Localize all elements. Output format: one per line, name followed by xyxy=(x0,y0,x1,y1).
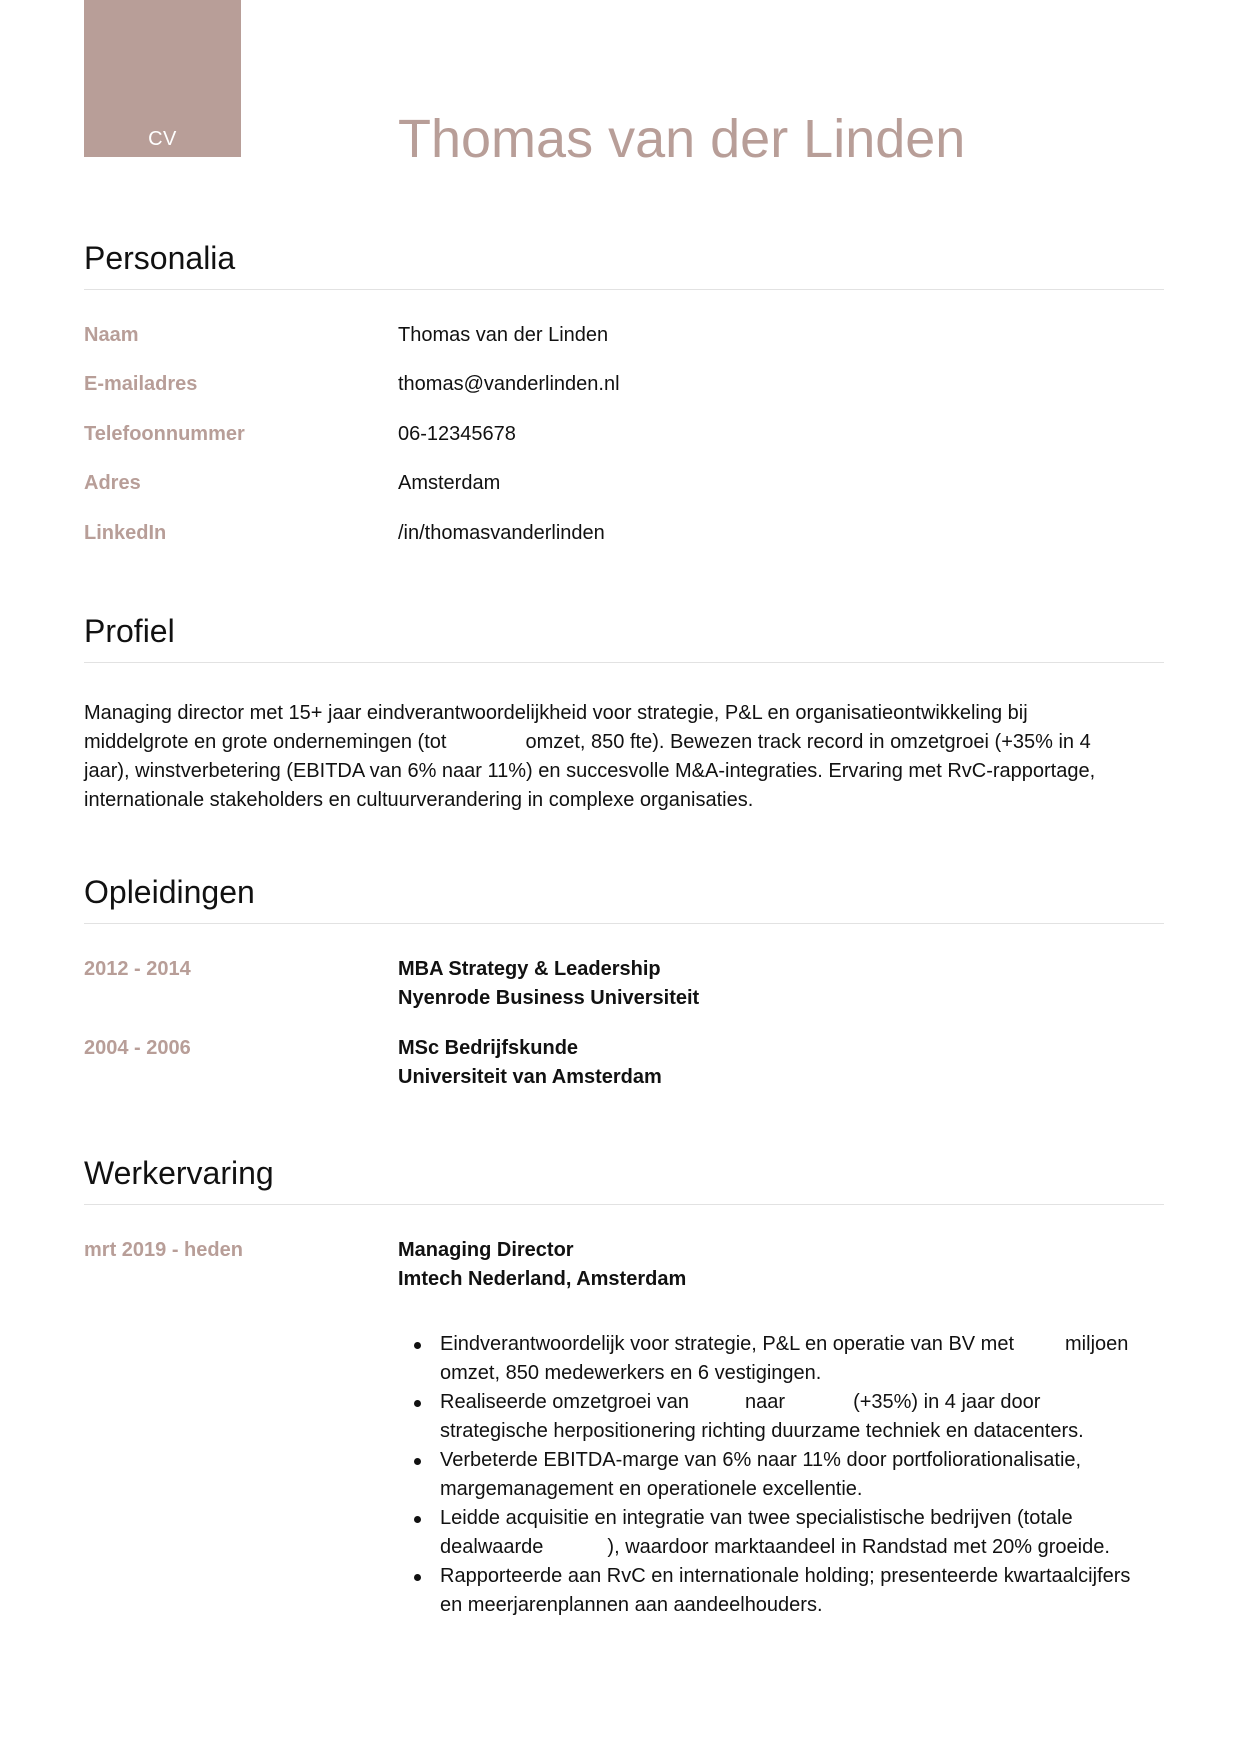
bullet-text: miljoen xyxy=(1065,1333,1129,1355)
personalia-label-telefoon: Telefoonnummer xyxy=(84,423,245,445)
profile-line: jaar), winstverbetering (EBITDA van 6% naar 11%) en succesvolle M&A-integraties. Ervaring met RvC-rapportage, xyxy=(84,760,1096,782)
personalia-value-adres: Amsterdam xyxy=(398,472,501,494)
bullet-text: Realiseerde omzetgroei van xyxy=(440,1391,690,1413)
job-company: Imtech Nederland, Amsterdam xyxy=(398,1268,687,1290)
section-title-opleidingen: Opleidingen xyxy=(84,874,255,910)
bullet-icon xyxy=(414,1574,421,1581)
personalia-value-naam: Thomas van der Linden xyxy=(398,324,609,346)
section-title-werkervaring: Werkervaring xyxy=(84,1155,274,1191)
section-divider xyxy=(84,662,1164,663)
personalia-value-linkedin: /in/thomasvanderlinden xyxy=(398,522,605,544)
bullet-text: ), waardoor marktaandeel in Randstad met 20% groeide. xyxy=(607,1536,1110,1558)
education-period: 2004 - 2006 xyxy=(84,1037,191,1059)
section-divider xyxy=(84,1204,1164,1205)
personalia-value-email: thomas@vanderlinden.nl xyxy=(398,373,620,395)
page-title: Thomas van der Linden xyxy=(398,109,966,169)
bullet-icon xyxy=(414,1458,421,1465)
personalia-label-email: E-mailadres xyxy=(84,373,198,395)
profile-line-part: middelgrote en grote ondernemingen (tot xyxy=(84,731,447,753)
bullet-text: Eindverantwoordelijk voor strategie, P&L en operatie van BV met xyxy=(440,1333,1015,1355)
section-title-personalia: Personalia xyxy=(84,240,236,276)
education-degree: MSc Bedrijfskunde xyxy=(398,1037,579,1059)
bullet-text: margemanagement en operationele excellentie. xyxy=(440,1478,863,1500)
bullet-text: naar xyxy=(745,1391,786,1413)
personalia-value-telefoon: 06-12345678 xyxy=(398,423,516,445)
bullet-text: Leidde acquisitie en integratie van twee specialistische bedrijven (totale xyxy=(440,1507,1073,1529)
profile-line: internationale stakeholders en cultuurverandering in complexe organisaties. xyxy=(84,789,754,811)
bullet-icon xyxy=(414,1400,421,1407)
personalia-label-linkedin: LinkedIn xyxy=(84,522,167,544)
bullet-text: dealwaarde xyxy=(440,1536,544,1558)
job-period: mrt 2019 - heden xyxy=(84,1239,243,1261)
job-responsibilities-list xyxy=(398,1330,1198,1620)
personalia-label-naam: Naam xyxy=(84,324,139,346)
education-institution: Universiteit van Amsterdam xyxy=(398,1066,662,1088)
education-institution: Nyenrode Business Universiteit xyxy=(398,987,700,1009)
section-divider xyxy=(84,923,1164,924)
education-degree: MBA Strategy & Leadership xyxy=(398,958,661,980)
list-item xyxy=(398,1388,1198,1446)
bullet-icon xyxy=(414,1342,421,1349)
profile-summary xyxy=(84,699,1174,815)
cv-badge-label: CV xyxy=(148,128,177,150)
cv-badge xyxy=(84,0,241,157)
bullet-text: (+35%) in 4 jaar door xyxy=(853,1391,1041,1413)
list-item xyxy=(398,1330,1198,1388)
bullet-text: en meerjarenplannen aan aandeelhouders. xyxy=(440,1594,823,1616)
profile-line-part: omzet, 850 fte). Bewezen track record in omzetgroei (+35% in 4 xyxy=(525,731,1091,753)
profile-line xyxy=(84,728,1174,757)
personalia-label-adres: Adres xyxy=(84,472,141,494)
bullet-icon xyxy=(414,1516,421,1523)
section-title-profiel: Profiel xyxy=(84,613,175,649)
job-role: Managing Director xyxy=(398,1239,574,1261)
bullet-text: strategische herpositionering richting duurzame techniek en datacenters. xyxy=(440,1420,1084,1442)
list-item xyxy=(398,1562,1198,1620)
bullet-text: Verbeterde EBITDA-marge van 6% naar 11% door portfoliorationalisatie, xyxy=(440,1449,1082,1471)
profile-line: Managing director met 15+ jaar eindverantwoordelijkheid voor strategie, P&L en organisatieontwikkeling bij xyxy=(84,702,1028,724)
education-period: 2012 - 2014 xyxy=(84,958,191,980)
section-divider xyxy=(84,289,1164,290)
bullet-text: omzet, 850 medewerkers en 6 vestigingen. xyxy=(440,1362,822,1384)
list-item xyxy=(398,1446,1198,1504)
bullet-text: Rapporteerde aan RvC en internationale holding; presenteerde kwartaalcijfers xyxy=(440,1565,1131,1587)
list-item xyxy=(398,1504,1198,1562)
